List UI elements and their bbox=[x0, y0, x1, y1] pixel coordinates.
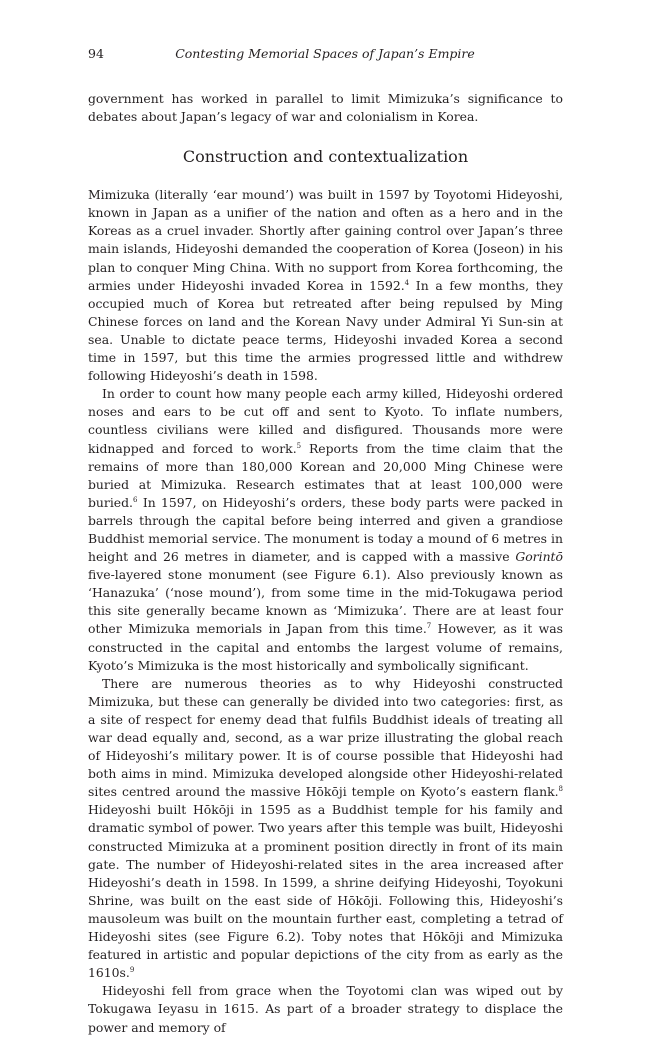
paragraph bbox=[88, 186, 563, 385]
footnote-marker[interactable]: 7 bbox=[426, 622, 432, 631]
paragraph-text: However, as it was constructed in the capital and entombs the largest volume of remains, Kyoto’s Mimizuka is the most historically and symbolically significant. bbox=[88, 621, 563, 673]
footnote-marker[interactable]: 4 bbox=[404, 278, 410, 287]
paragraph-continued: government has worked in parallel to limit Mimizuka’s significance to debates about Japan’s legacy of war and colonialism in Korea. bbox=[88, 91, 563, 125]
page-number: 94 bbox=[88, 46, 104, 61]
paragraph-text: Hideyoshi built Hōkōji in 1595 as a Buddhist temple for his family and dramatic symbol of power. Two years after this temple was built, Hideyoshi constructed Mimizuka at a prominent position directly in front of its main gate. The number of Hideyoshi-related sites in the area increased after Hideyoshi’s death in 1598. In 1599, a shrine deifying Hideyoshi, Toyokuni Shrine, was built on the east side of Hōkōji. Following this, Hideyoshi’s mausoleum was built on the mountain further east, completing a tetrad of Hideyoshi sites (see Figure 6.2). Toby notes that Hōkōji and Mimizuka featured in artistic and popular depictions of the city from as early as the 1610s. bbox=[88, 802, 563, 981]
footnote-marker[interactable]: 5 bbox=[296, 441, 302, 450]
running-title: Contesting Memorial Spaces of Japan’s Empire bbox=[175, 46, 475, 61]
section-heading: Construction and contextualization bbox=[182, 147, 469, 167]
paragraph-text: five-layered stone monument (see Figure 6.1). Also previously known as ‘Hanazuka’ (‘nose mound’), from some time in the mid-Tokugawa period this site generally became known as ‘Mimizuka’. There are at least four other Mimizuka memorials in Japan from this time. bbox=[88, 567, 563, 637]
paragraph bbox=[88, 675, 563, 983]
paragraph: Hideyoshi fell from grace when the Toyotomi clan was wiped out by Tokugawa Ieyasu in 1615. As part of a broader strategy to displace the power and memory of bbox=[88, 983, 563, 1035]
body-text bbox=[88, 90, 563, 1037]
footnote-marker[interactable]: 6 bbox=[133, 495, 138, 504]
footnote-marker[interactable]: 9 bbox=[129, 966, 135, 975]
italic-term: Gorintō bbox=[515, 549, 563, 565]
paragraph-text: Reports from the time claim that the remains of more than 180,000 Korean and 20,000 Ming Chinese were buried at Mimizuka. Research estimates that at least 100,000 were buried. bbox=[88, 440, 564, 510]
paragraph-text: Mimizuka (literally ‘ear mound’) was built in 1597 by Toyotomi Hideyoshi, known in Japan as a unifier of the nation and often as a hero and in the Koreas as a cruel invader. Shortly after gaining control over Japan’s three main islands, Hideyoshi demanded the cooperation of Korea (Joseon) in his plan to conquer Ming China. With no support from Korea forthcoming, the armies under Hideyoshi invaded Korea in 1592. bbox=[88, 187, 563, 293]
paragraph bbox=[88, 385, 563, 675]
footnote-marker[interactable]: 8 bbox=[558, 785, 563, 794]
paragraph-text: In order to count how many people each army killed, Hideyoshi ordered noses and ears to be cut off and sent to Kyoto. To inflate numbers, countless civilians were killed and disfigured. Thousands more were kidnapped and forced to work. bbox=[88, 386, 563, 456]
paragraph-text: In 1597, on Hideyoshi’s orders, these body parts were packed in barrels through the capital before being interred and given a grandiose Buddhist memorial service. The monument is today a mound of 6 metres in height and 26 metres in diameter, and is capped with a massive bbox=[88, 494, 563, 565]
paragraph-text: There are numerous theories as to why Hideyoshi constructed Mimizuka, but these can generally be divided into two categories: first, as a site of respect for enemy dead that fulfils Buddhist ideals of treating all war dead equally and, second, as a war prize illustrating the global reach of Hideyoshi’s military power. It is of course possible that Hideyoshi had both aims in mind. Mimizuka developed alongside other Hideyoshi-related sites centred around the massive Hōkōji temple on Kyoto’s eastern flank. bbox=[88, 675, 563, 800]
paragraph-text: In a few months, they occupied much of Korea but retreated after being repulsed by Ming Chinese forces on land and the Korean Navy under Admiral Yi Sun-sin at sea. Unable to dictate peace terms, Hideyoshi invaded Korea a second time in 1597, but this time the armies progressed little and withdrew following Hideyoshi’s death in 1598. bbox=[88, 277, 564, 384]
running-head bbox=[88, 46, 562, 64]
